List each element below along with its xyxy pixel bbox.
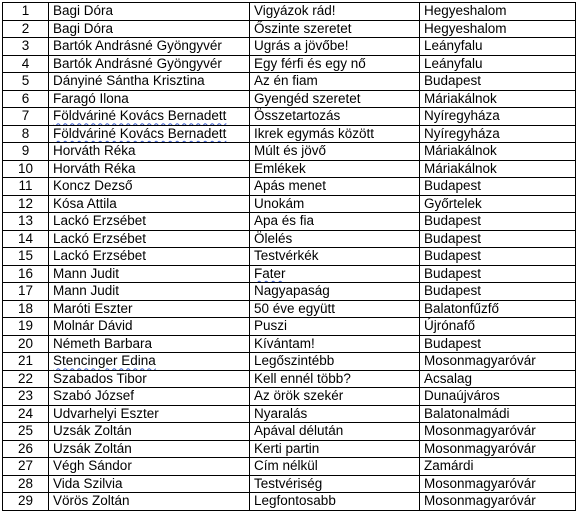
author-name-cell — [49, 3, 250, 21]
row-number-cell-text: 10 — [17, 160, 34, 176]
work-title-cell — [250, 38, 420, 56]
work-title-cell — [250, 143, 420, 161]
row-number-cell — [3, 493, 49, 511]
place-cell — [420, 160, 576, 178]
place-cell-text: Acsalag — [424, 370, 473, 386]
row-number-cell — [3, 353, 49, 371]
work-title-cell-text: Testvériség — [254, 475, 323, 491]
table-row — [3, 335, 576, 353]
row-number-cell-text: 4 — [21, 55, 30, 71]
row-number-cell — [3, 440, 49, 458]
author-name-cell — [49, 370, 250, 388]
author-name-cell — [49, 213, 250, 231]
author-name-cell — [49, 440, 250, 458]
place-cell — [420, 493, 576, 511]
work-title-cell — [250, 160, 420, 178]
author-name-cell — [49, 405, 250, 423]
work-title-cell — [250, 318, 420, 336]
author-name-cell-text: Szabó József — [53, 388, 135, 404]
author-name-cell-text: Faragó Ilona — [53, 90, 129, 106]
row-number-cell-text: 16 — [17, 265, 34, 281]
work-title-cell — [250, 108, 420, 126]
work-title-cell — [250, 388, 420, 406]
work-title-cell — [250, 423, 420, 441]
author-name-cell-text: Lackó Erzsébet — [53, 230, 147, 246]
work-title-cell-text: Legfontosabb — [254, 493, 336, 509]
author-name-cell-text: Vörös Zoltán — [53, 493, 130, 509]
work-title-cell-text: Összetartozás — [254, 108, 341, 124]
work-title-cell-text: Kívántam! — [254, 335, 315, 351]
place-cell — [420, 73, 576, 91]
place-cell — [420, 108, 576, 126]
row-number-cell-text: 27 — [17, 458, 34, 474]
place-cell-text: Leányfalu — [424, 38, 483, 54]
place-cell — [420, 335, 576, 353]
work-title-cell-text: Gyengéd szeretet — [254, 90, 361, 106]
row-number-cell-text: 13 — [17, 213, 34, 229]
author-name-cell-text: Stencinger Edina — [53, 353, 156, 369]
place-cell — [420, 3, 576, 21]
place-cell-text: Dunaújváros — [424, 388, 500, 404]
row-number-cell — [3, 475, 49, 493]
table-row — [3, 143, 576, 161]
author-name-cell-text: Lackó Erzsébet — [53, 213, 147, 229]
table-row — [3, 458, 576, 476]
author-name-cell-text: Végh Sándor — [53, 458, 132, 474]
row-number-cell-text: 15 — [17, 248, 34, 264]
row-number-cell-text: 6 — [21, 90, 30, 106]
author-name-cell-text: Mann Judit — [53, 283, 120, 299]
place-cell — [420, 143, 576, 161]
author-name-cell — [49, 230, 250, 248]
work-title-cell-text: Az én fiam — [254, 73, 318, 89]
table-row — [3, 20, 576, 38]
row-number-cell-text: 18 — [17, 300, 34, 316]
row-number-cell — [3, 195, 49, 213]
work-title-cell — [250, 300, 420, 318]
row-number-cell — [3, 370, 49, 388]
place-cell-text: Budapest — [424, 335, 482, 351]
author-name-cell-text: Vida Szilvia — [53, 475, 123, 491]
author-name-cell — [49, 73, 250, 91]
table-row — [3, 38, 576, 56]
author-name-cell — [49, 493, 250, 511]
place-cell-text: Zamárdi — [424, 458, 474, 474]
author-name-cell — [49, 195, 250, 213]
place-cell — [420, 370, 576, 388]
work-title-cell — [250, 213, 420, 231]
place-cell-text: Balatonalmádi — [424, 405, 510, 421]
work-title-cell — [250, 493, 420, 511]
row-number-cell — [3, 160, 49, 178]
work-title-cell — [250, 440, 420, 458]
work-title-cell — [250, 230, 420, 248]
work-title-cell-text: Ölelés — [254, 230, 293, 246]
author-name-cell-text: Uzsák Zoltán — [53, 423, 132, 439]
place-cell — [420, 20, 576, 38]
place-cell-text: Máriakálnok — [424, 160, 497, 176]
place-cell-text: Budapest — [424, 265, 482, 281]
author-name-cell — [49, 248, 250, 266]
author-name-cell-text: Maróti Eszter — [53, 300, 133, 316]
row-number-cell-text: 20 — [17, 335, 34, 351]
work-title-cell-text: Emlékek — [254, 160, 306, 176]
place-cell — [420, 300, 576, 318]
work-title-cell-text: Cím nélkül — [254, 458, 318, 474]
author-name-cell — [49, 300, 250, 318]
work-title-cell — [250, 405, 420, 423]
author-name-cell-text: Lackó Erzsébet — [53, 248, 147, 264]
work-title-cell — [250, 195, 420, 213]
table-row — [3, 318, 576, 336]
place-cell — [420, 213, 576, 231]
place-cell — [420, 423, 576, 441]
table-row — [3, 248, 576, 266]
place-cell — [420, 388, 576, 406]
author-name-cell — [49, 125, 250, 143]
place-cell — [420, 318, 576, 336]
row-number-cell-text: 12 — [17, 195, 34, 211]
table-row — [3, 440, 576, 458]
table-row — [3, 178, 576, 196]
place-cell — [420, 475, 576, 493]
row-number-cell — [3, 73, 49, 91]
work-title-cell — [250, 73, 420, 91]
row-number-cell-text: 28 — [17, 475, 34, 491]
work-title-cell — [250, 265, 420, 283]
row-number-cell-text: 29 — [17, 493, 34, 509]
table-row — [3, 125, 576, 143]
author-name-cell — [49, 20, 250, 38]
work-title-cell-text: Nyaralás — [254, 405, 308, 421]
place-cell — [420, 458, 576, 476]
author-name-cell-text: Kósa Attila — [53, 195, 117, 211]
work-title-cell-text: Őszinte szeretet — [254, 20, 352, 36]
place-cell — [420, 440, 576, 458]
author-name-cell — [49, 90, 250, 108]
row-number-cell-text: 1 — [21, 3, 30, 19]
place-cell-text: Hegyeshalom — [424, 3, 507, 19]
work-title-cell — [250, 335, 420, 353]
table-row — [3, 423, 576, 441]
work-title-cell — [250, 248, 420, 266]
author-name-cell-text: Molnár Dávid — [53, 318, 133, 334]
row-number-cell — [3, 405, 49, 423]
place-cell-text: Hegyeshalom — [424, 20, 507, 36]
row-number-cell — [3, 300, 49, 318]
table-row — [3, 90, 576, 108]
author-name-cell-text: Bartók Andrásné Gyöngyvér — [53, 38, 222, 54]
work-title-cell-text: Kell ennél több? — [254, 370, 351, 386]
author-name-cell-text: Földváriné Kovács Bernadett — [53, 125, 227, 141]
row-number-cell — [3, 90, 49, 108]
place-cell — [420, 195, 576, 213]
work-title-cell — [250, 125, 420, 143]
place-cell-text: Nyíregyháza — [424, 108, 500, 124]
place-cell-text: Nyíregyháza — [424, 125, 500, 141]
row-number-cell — [3, 108, 49, 126]
author-name-cell-text: Horváth Réka — [53, 143, 136, 159]
row-number-cell-text: 26 — [17, 440, 34, 456]
row-number-cell — [3, 230, 49, 248]
row-number-cell-text: 9 — [21, 143, 30, 159]
row-number-cell-text: 14 — [17, 230, 34, 246]
author-name-cell-text: Udvarhelyi Eszter — [53, 405, 159, 421]
author-name-cell-text: Dányiné Sántha Krisztina — [53, 73, 205, 89]
table-row — [3, 493, 576, 511]
table-row — [3, 300, 576, 318]
work-title-cell-text: Az örök szekér — [254, 388, 344, 404]
author-name-cell — [49, 475, 250, 493]
author-name-cell-text: Földváriné Kovács Bernadett — [53, 108, 227, 124]
row-number-cell — [3, 143, 49, 161]
author-name-cell — [49, 160, 250, 178]
place-cell-text: Budapest — [424, 178, 482, 194]
row-number-cell — [3, 38, 49, 56]
work-title-cell-text: Legőszintébb — [254, 353, 335, 369]
row-number-cell-text: 2 — [21, 20, 30, 36]
row-number-cell-text: 22 — [17, 370, 34, 386]
place-cell — [420, 90, 576, 108]
place-cell — [420, 248, 576, 266]
place-cell-text: Budapest — [424, 248, 482, 264]
table-row — [3, 353, 576, 371]
work-title-cell — [250, 283, 420, 301]
entries-table-body — [3, 3, 576, 511]
row-number-cell — [3, 423, 49, 441]
place-cell-text: Mosonmagyaróvár — [424, 493, 536, 509]
row-number-cell — [3, 388, 49, 406]
place-cell — [420, 230, 576, 248]
table-row — [3, 108, 576, 126]
work-title-cell-text: Ikrek egymás között — [254, 125, 375, 141]
place-cell — [420, 55, 576, 73]
row-number-cell — [3, 3, 49, 21]
author-name-cell-text: Bartók Andrásné Gyöngyvér — [53, 55, 222, 71]
author-name-cell-text: Szabados Tibor — [53, 370, 147, 386]
table-row — [3, 55, 576, 73]
row-number-cell — [3, 318, 49, 336]
row-number-cell — [3, 283, 49, 301]
row-number-cell-text: 25 — [17, 423, 34, 439]
author-name-cell-text: Koncz Dezső — [53, 178, 133, 194]
place-cell — [420, 38, 576, 56]
work-title-cell-text: Apa és fia — [254, 213, 315, 229]
row-number-cell-text: 21 — [17, 353, 34, 369]
place-cell-text: Máriakálnok — [424, 143, 497, 159]
place-cell — [420, 283, 576, 301]
work-title-cell-text: Apával délután — [254, 423, 344, 439]
place-cell-text: Budapest — [424, 230, 482, 246]
row-number-cell-text: 24 — [17, 405, 34, 421]
author-name-cell — [49, 283, 250, 301]
row-number-cell — [3, 248, 49, 266]
entries-table — [2, 2, 576, 511]
author-name-cell-text: Németh Barbara — [53, 335, 153, 351]
work-title-cell — [250, 458, 420, 476]
row-number-cell-text: 17 — [17, 283, 34, 299]
work-title-cell — [250, 55, 420, 73]
work-title-cell-text: Ugrás a jövőbe! — [254, 38, 349, 54]
place-cell-text: Mosonmagyaróvár — [424, 440, 536, 456]
author-name-cell-text: Bagi Dóra — [53, 20, 114, 36]
author-name-cell — [49, 458, 250, 476]
work-title-cell — [250, 178, 420, 196]
work-title-cell-text: Múlt és jövő — [254, 143, 327, 159]
work-title-cell — [250, 90, 420, 108]
place-cell-text: Budapest — [424, 283, 482, 299]
place-cell — [420, 405, 576, 423]
work-title-cell-text: Vigyázok rád! — [254, 3, 336, 19]
place-cell-text: Mosonmagyaróvár — [424, 353, 536, 369]
place-cell-text: Győrtelek — [424, 195, 482, 211]
author-name-cell-text: Bagi Dóra — [53, 3, 114, 19]
table-row — [3, 265, 576, 283]
place-cell-text: Újrónafő — [424, 318, 476, 334]
author-name-cell — [49, 143, 250, 161]
place-cell-text: Máriakálnok — [424, 90, 497, 106]
row-number-cell-text: 5 — [21, 73, 30, 89]
row-number-cell — [3, 265, 49, 283]
place-cell — [420, 265, 576, 283]
table-row — [3, 475, 576, 493]
place-cell-text: Leányfalu — [424, 55, 483, 71]
author-name-cell — [49, 38, 250, 56]
row-number-cell — [3, 125, 49, 143]
place-cell — [420, 353, 576, 371]
author-name-cell — [49, 108, 250, 126]
table-row — [3, 160, 576, 178]
row-number-cell-text: 7 — [21, 108, 30, 124]
author-name-cell-text: Horváth Réka — [53, 160, 136, 176]
work-title-cell — [250, 3, 420, 21]
row-number-cell-text: 11 — [18, 178, 33, 194]
table-row — [3, 73, 576, 91]
row-number-cell-text: 19 — [17, 318, 34, 334]
work-title-cell-text: Kerti partin — [254, 440, 320, 456]
work-title-cell-text: Unokám — [254, 195, 305, 211]
work-title-cell-text: Puszi — [254, 318, 288, 334]
row-number-cell — [3, 458, 49, 476]
row-number-cell — [3, 335, 49, 353]
row-number-cell — [3, 55, 49, 73]
author-name-cell — [49, 265, 250, 283]
place-cell-text: Budapest — [424, 73, 482, 89]
place-cell — [420, 125, 576, 143]
table-row — [3, 195, 576, 213]
table-row — [3, 388, 576, 406]
author-name-cell — [49, 318, 250, 336]
row-number-cell-text: 23 — [17, 388, 34, 404]
table-row — [3, 213, 576, 231]
row-number-cell-text: 3 — [21, 38, 30, 54]
author-name-cell — [49, 178, 250, 196]
table-row — [3, 370, 576, 388]
work-title-cell-text: Nagyapaság — [254, 283, 330, 299]
row-number-cell — [3, 20, 49, 38]
table-row — [3, 405, 576, 423]
author-name-cell — [49, 353, 250, 371]
row-number-cell — [3, 213, 49, 231]
author-name-cell-text: Mann Judit — [53, 265, 120, 281]
place-cell — [420, 178, 576, 196]
place-cell-text: Mosonmagyaróvár — [424, 423, 536, 439]
author-name-cell-text: Uzsák Zoltán — [53, 440, 132, 456]
author-name-cell — [49, 55, 250, 73]
row-number-cell-text: 8 — [21, 125, 30, 141]
table-row — [3, 283, 576, 301]
place-cell-text: Mosonmagyaróvár — [424, 475, 536, 491]
work-title-cell — [250, 475, 420, 493]
place-cell-text: Budapest — [424, 213, 482, 229]
table-row — [3, 3, 576, 21]
work-title-cell — [250, 353, 420, 371]
row-number-cell — [3, 178, 49, 196]
author-name-cell — [49, 423, 250, 441]
work-title-cell-text: Egy férfi és egy nő — [254, 55, 366, 71]
work-title-cell — [250, 370, 420, 388]
work-title-cell — [250, 20, 420, 38]
table-row — [3, 230, 576, 248]
work-title-cell-text: 50 éve együtt — [254, 300, 336, 316]
work-title-cell-text: Testvérkék — [254, 248, 319, 264]
work-title-cell-text: Apás menet — [254, 178, 327, 194]
author-name-cell — [49, 388, 250, 406]
author-name-cell — [49, 335, 250, 353]
place-cell-text: Balatonfűzfő — [424, 300, 500, 316]
work-title-cell-text: Fater — [254, 265, 286, 281]
